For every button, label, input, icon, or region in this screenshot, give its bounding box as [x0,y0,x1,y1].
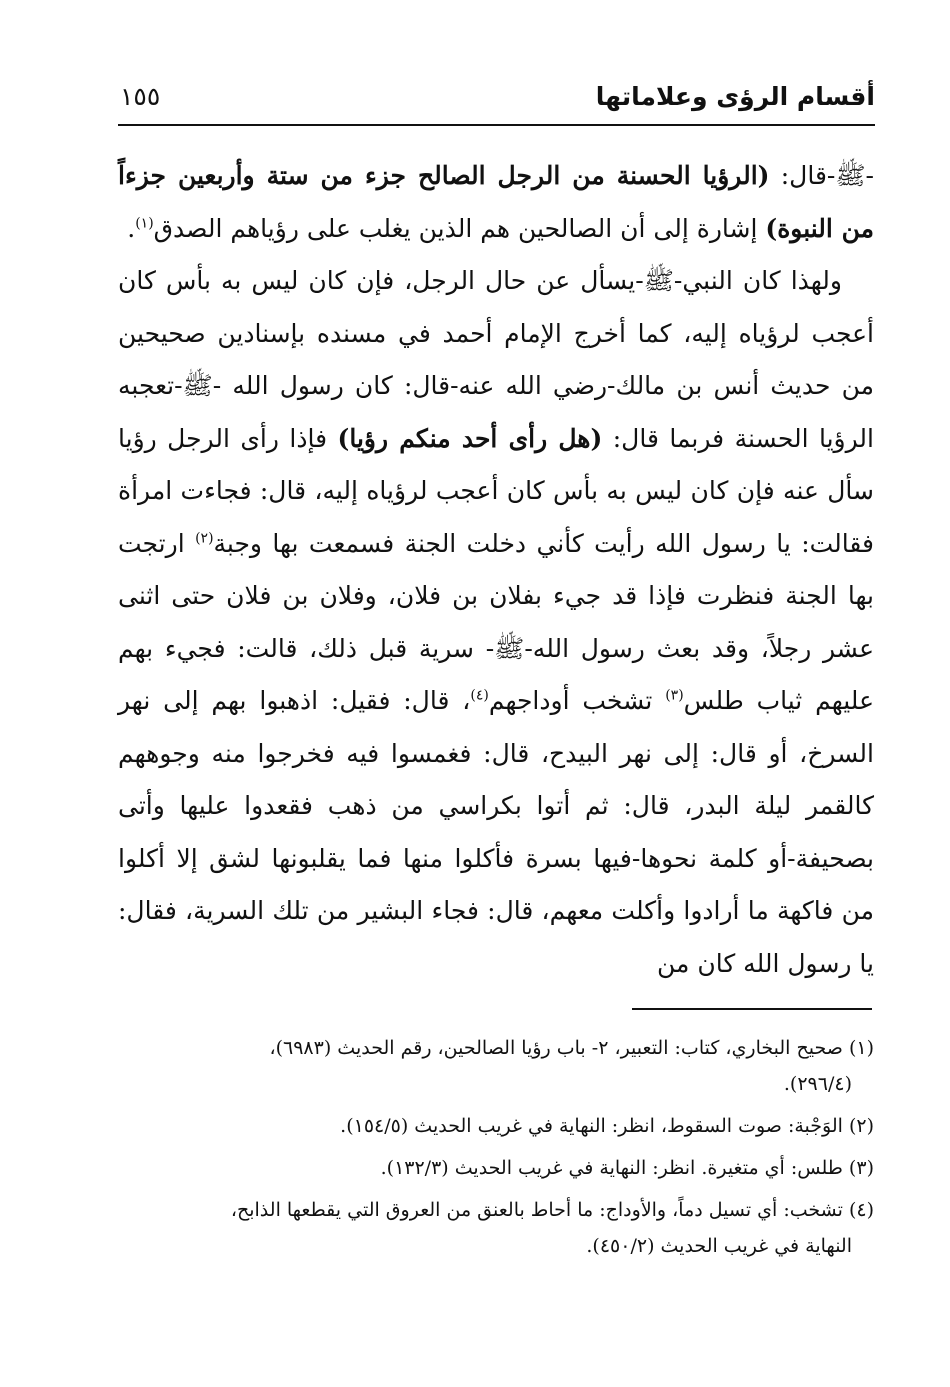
footnote-1 [118,1030,874,1102]
footnote-ref-1[interactable]: (١) [135,215,154,232]
p2-part-d: ارتجت بها الجنة فنظرت فإذا قد جيء بفلان بن فلان، وفلان بن فلان حتى اثنى عشر رجلاً، وقد بعث رسول الله-ﷺ- سرية قبل ذلك، قالت: فجيء بهم عليهم ثياب طلس [118,528,874,715]
page-number: ١٥٥ [120,82,161,111]
footnote-4 [118,1192,874,1264]
p2-part-c: فإذا رأى الرجل رؤيا سأل عنه فإن كان ليس به بأس كان أعجب لرؤياه إليه، قال: فجاءت امرأة فقالت: يا رسول الله رأيت كأني دخلت الجنة فسمعت بها وجبة [118,423,874,558]
p1-end: . [127,213,136,243]
footnote-1-line2: (٢٩٦/٤). [783,1073,852,1095]
footnote-3-line1: (٣) طلس: أي متغيرة. انظر: النهاية في غريب الحديث (١٣٢/٣). [380,1157,874,1179]
p2-part-f: ، قال: فقيل: اذهبوا بهم إلى نهر السرخ، أو قال: إلى نهر البيدح، قال: فغمسوا فيه فخرجوا منه وجوههم كالقمر ليلة البدر، قال: ثم أتوا بكراسي من ذهب فقعدوا عليها وأتى بصحيفة-أو كلمة نحوها-فيها بسرة فأكلوا منها فما يقلبونها لشق إلا أكلوا من فاكهة ما أرادوا وأكلت معهم، قال: فجاء البشير من تلك السرية، فقال: يا رسول الله كان من [118,686,874,978]
p1-commentary: إشارة إلى أن الصالحين هم الذين يغلب على رؤياهم الصدق [153,213,766,243]
footnotes-section [118,1030,874,1270]
p2-part-a: ولهذا كان النبي-ﷺ-يسأل عن حال الرجل، فإن كان ليس به بأس كان أعجب لرؤياه إليه، كما أخرج الإمام أحمد في مسنده بإسنادين صحيحين من حديث أنس بن مالك-رضي الله عنه-قال: كان رسول الله -ﷺ-تعجبه الرؤيا الحسنة فربما قال: [118,266,874,453]
footnote-3 [118,1150,874,1186]
hadith-quote-1: (الرؤيا الحسنة من الرجل الصالح جزء من ستة وأربعين جزءاً من النبوة) [118,161,874,243]
footnote-4-line2: النهاية في غريب الحديث (٤٥٠/٢). [586,1235,852,1257]
footnote-1-line1: (١) صحيح البخاري، كتاب: التعبير، ٢- باب رؤيا الصالحين، رقم الحديث (٦٩٨٣)، [269,1037,874,1059]
footnote-ref-2[interactable]: (٢) [195,530,214,547]
footnote-4-line1: (٤) تشخب: أي تسيل دماً، والأوداج: ما أحاط بالعنق من العروق التي يقطعها الذابح، [230,1199,874,1221]
p1-intro: -ﷺ-قال: [769,161,874,190]
header-divider [118,124,875,126]
hadith-quote-2: (هل رأى أحد منكم رؤيا) [337,423,603,453]
main-text [118,150,874,990]
paragraph-2 [118,255,874,990]
page-header [120,78,875,122]
footnote-2-line1: (٢) الوَجْبة: صوت السقوط، انظر: النهاية في غريب الحديث (١٥٤/٥). [340,1115,874,1137]
footnote-2 [118,1108,874,1144]
paragraph-1 [118,150,874,255]
footnote-divider [632,1008,872,1010]
p2-part-e: تشخب أوداجهم [488,686,666,715]
chapter-title: أقسام الرؤى وعلاماتها [595,82,875,111]
footnote-ref-4[interactable]: (٤) [470,687,489,704]
footnote-ref-3[interactable]: (٣) [665,687,684,704]
